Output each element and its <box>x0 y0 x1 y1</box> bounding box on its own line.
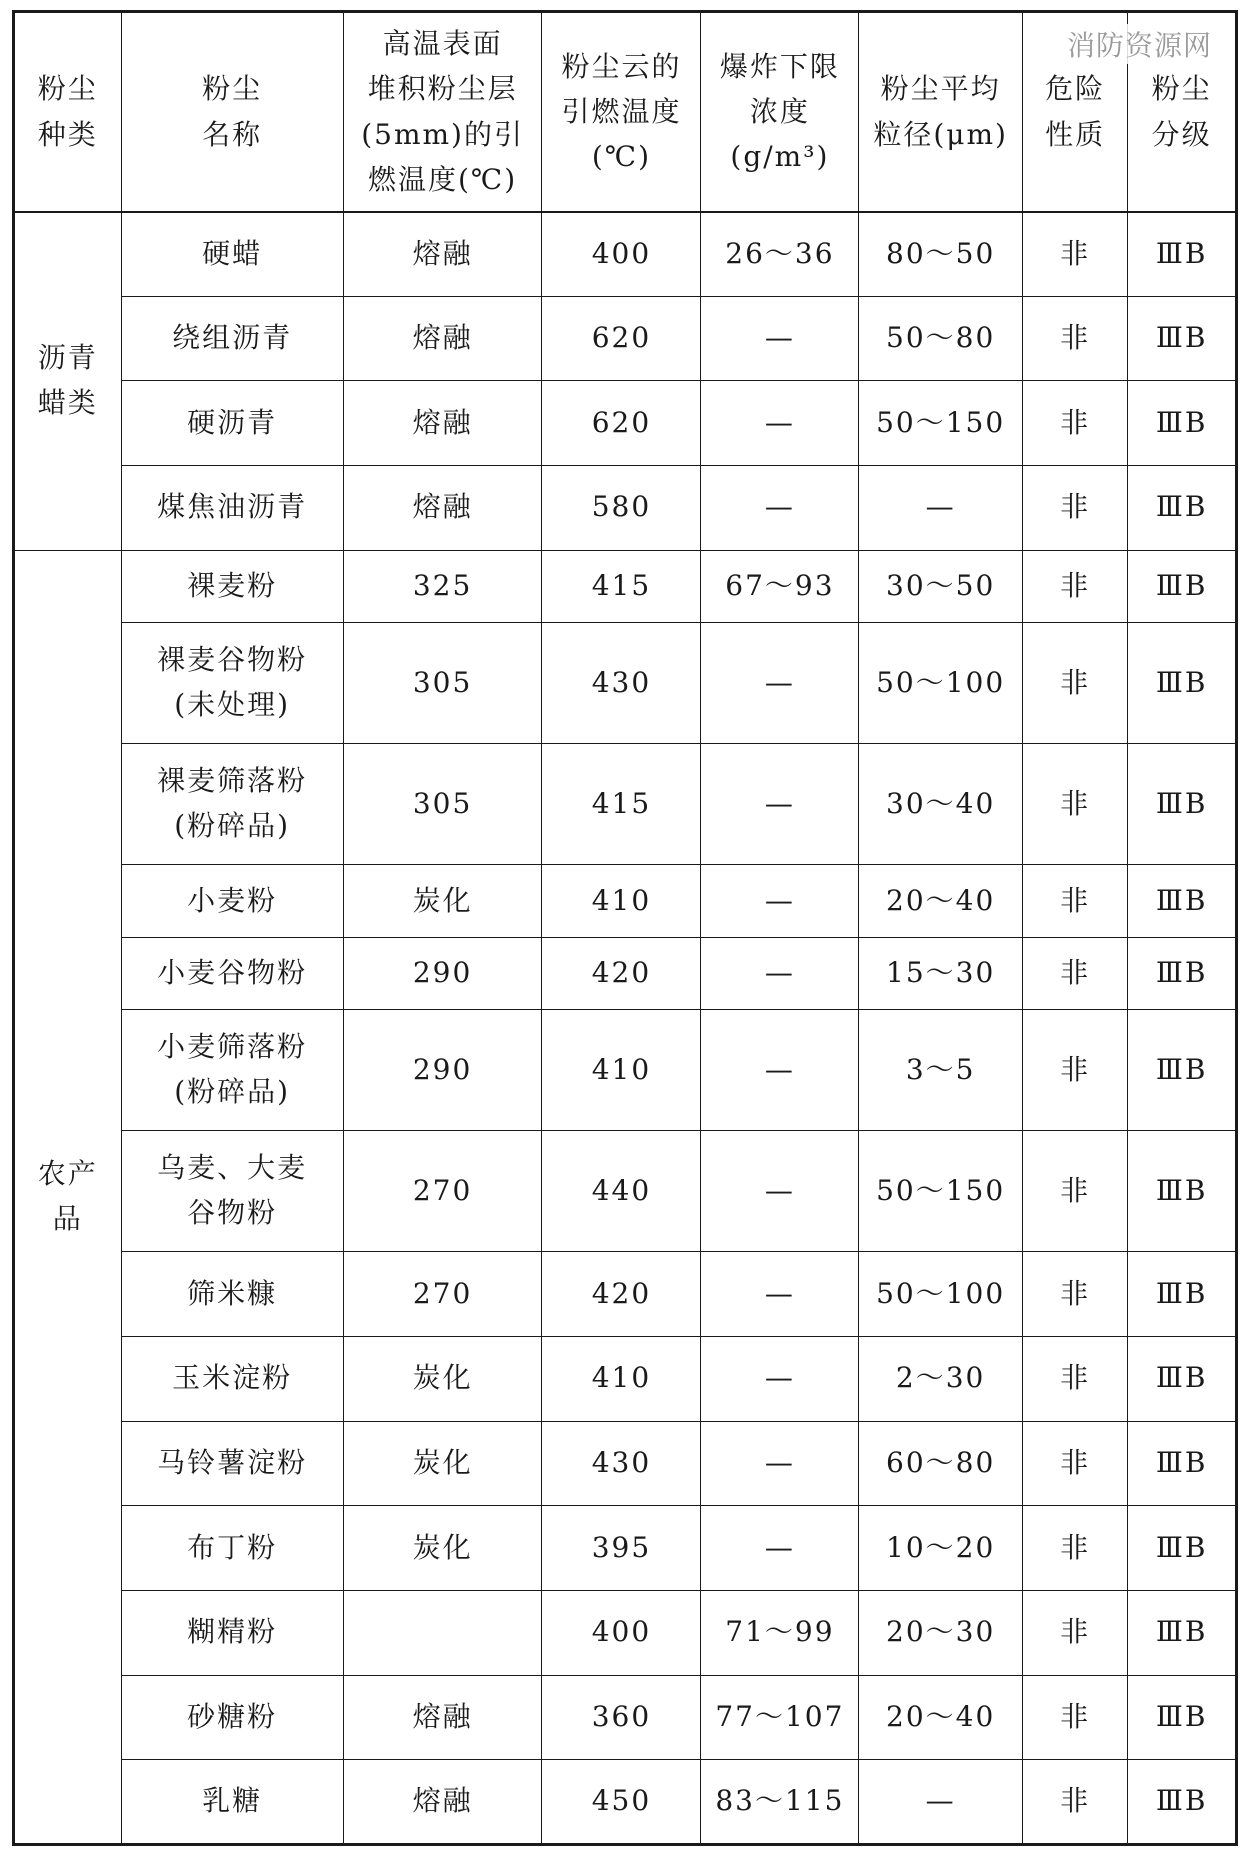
dust-category-cell: 农产 品 <box>14 550 122 1844</box>
dust-class-cell: ⅢB <box>1128 1590 1237 1675</box>
particle-size-cell: — <box>859 466 1023 551</box>
layer-ignition-temp-cell: 熔融 <box>343 1675 542 1760</box>
dust-class-cell: ⅢB <box>1128 1336 1237 1421</box>
layer-ignition-temp-cell: 炭化 <box>343 1421 542 1506</box>
header-hazard-nature: 危险 性质 <box>1023 12 1128 212</box>
table-row <box>14 1336 1237 1421</box>
dust-class-cell: ⅢB <box>1128 1760 1237 1845</box>
dust-name-cell: 裸麦谷物粉 (未处理) <box>121 623 343 744</box>
lower-explosive-limit-cell: — <box>701 1010 859 1131</box>
layer-ignition-temp-cell: 270 <box>343 1131 542 1252</box>
lower-explosive-limit-cell: — <box>701 1252 859 1337</box>
cloud-ignition-temp-cell: 410 <box>542 1336 701 1421</box>
lower-explosive-limit-cell: 83～115 <box>701 1760 859 1845</box>
dust-name-cell: 筛米糠 <box>121 1252 343 1337</box>
dust-class-cell: ⅢB <box>1128 623 1237 744</box>
hazard-nature-cell: 非 <box>1023 1506 1128 1591</box>
layer-ignition-temp-cell: 熔融 <box>343 296 542 381</box>
watermark: 消防资源网 <box>1063 24 1216 64</box>
hazard-nature-cell: 非 <box>1023 744 1128 865</box>
layer-ignition-temp-cell: 熔融 <box>343 381 542 466</box>
layer-ignition-temp-cell: 270 <box>343 1252 542 1337</box>
dust-name-cell: 马铃薯淀粉 <box>121 1421 343 1506</box>
table-row <box>14 1131 1237 1252</box>
dust-name-cell: 硬蜡 <box>121 212 343 297</box>
lower-explosive-limit-cell: — <box>701 1421 859 1506</box>
table-row <box>14 744 1237 865</box>
dust-name-cell: 玉米淀粉 <box>121 1336 343 1421</box>
cloud-ignition-temp-cell: 410 <box>542 1010 701 1131</box>
dust-class-cell: ⅢB <box>1128 1421 1237 1506</box>
layer-ignition-temp-cell: 熔融 <box>343 466 542 551</box>
lower-explosive-limit-cell: 71～99 <box>701 1590 859 1675</box>
particle-size-cell: 20～40 <box>859 865 1023 938</box>
lower-explosive-limit-cell: — <box>701 865 859 938</box>
hazard-nature-cell: 非 <box>1023 1252 1128 1337</box>
table-row <box>14 1010 1237 1131</box>
layer-ignition-temp-cell: 熔融 <box>343 212 542 297</box>
layer-ignition-temp-cell: 290 <box>343 1010 542 1131</box>
header-cloud-ignition-temp: 粉尘云的 引燃温度 (℃) <box>542 12 701 212</box>
dust-name-cell: 裸麦筛落粉 (粉碎品) <box>121 744 343 865</box>
particle-size-cell: 20～40 <box>859 1675 1023 1760</box>
table-row <box>14 865 1237 938</box>
dust-name-cell: 绕组沥青 <box>121 296 343 381</box>
layer-ignition-temp-cell: 炭化 <box>343 1506 542 1591</box>
hazard-nature-cell: 非 <box>1023 296 1128 381</box>
lower-explosive-limit-cell: — <box>701 466 859 551</box>
table-header-row <box>14 12 1237 212</box>
hazard-nature-cell: 非 <box>1023 865 1128 938</box>
table-row <box>14 381 1237 466</box>
cloud-ignition-temp-cell: 360 <box>542 1675 701 1760</box>
particle-size-cell: 80～50 <box>859 212 1023 297</box>
layer-ignition-temp-cell <box>343 1590 542 1675</box>
table-row <box>14 1506 1237 1591</box>
lower-explosive-limit-cell: — <box>701 623 859 744</box>
hazard-nature-cell: 非 <box>1023 1131 1128 1252</box>
dust-class-cell: ⅢB <box>1128 1010 1237 1131</box>
lower-explosive-limit-cell: — <box>701 744 859 865</box>
lower-explosive-limit-cell: 67～93 <box>701 550 859 623</box>
header-lower-explosive-limit: 爆炸下限 浓度 (g/m³) <box>701 12 859 212</box>
cloud-ignition-temp-cell: 415 <box>542 550 701 623</box>
layer-ignition-temp-cell: 炭化 <box>343 865 542 938</box>
particle-size-cell: 30～50 <box>859 550 1023 623</box>
cloud-ignition-temp-cell: 420 <box>542 1252 701 1337</box>
hazard-nature-cell: 非 <box>1023 937 1128 1010</box>
hazard-nature-cell: 非 <box>1023 550 1128 623</box>
hazard-nature-cell: 非 <box>1023 1421 1128 1506</box>
particle-size-cell: 50～100 <box>859 623 1023 744</box>
hazard-nature-cell: 非 <box>1023 623 1128 744</box>
cloud-ignition-temp-cell: 410 <box>542 865 701 938</box>
dust-name-cell: 裸麦粉 <box>121 550 343 623</box>
layer-ignition-temp-cell: 炭化 <box>343 1336 542 1421</box>
table-row <box>14 937 1237 1010</box>
particle-size-cell: 3～5 <box>859 1010 1023 1131</box>
particle-size-cell: 20～30 <box>859 1590 1023 1675</box>
cloud-ignition-temp-cell: 415 <box>542 744 701 865</box>
document-page <box>12 10 1238 1846</box>
table-row <box>14 212 1237 297</box>
particle-size-cell: 10～20 <box>859 1506 1023 1591</box>
table-row <box>14 1421 1237 1506</box>
lower-explosive-limit-cell: — <box>701 381 859 466</box>
particle-size-cell: 50～100 <box>859 1252 1023 1337</box>
cloud-ignition-temp-cell: 400 <box>542 1590 701 1675</box>
dust-category-cell: 沥青 蜡类 <box>14 212 122 551</box>
header-dust-name: 粉尘 名称 <box>121 12 343 212</box>
dust-name-cell: 乳糖 <box>121 1760 343 1845</box>
dust-name-cell: 小麦谷物粉 <box>121 937 343 1010</box>
table-row <box>14 1760 1237 1845</box>
particle-size-cell: 30～40 <box>859 744 1023 865</box>
hazard-nature-cell: 非 <box>1023 1010 1128 1131</box>
particle-size-cell: 60～80 <box>859 1421 1023 1506</box>
dust-name-cell: 砂糖粉 <box>121 1675 343 1760</box>
dust-class-cell: ⅢB <box>1128 1252 1237 1337</box>
dust-class-cell: ⅢB <box>1128 865 1237 938</box>
dust-class-cell: ⅢB <box>1128 296 1237 381</box>
lower-explosive-limit-cell: — <box>701 1506 859 1591</box>
table-row <box>14 1590 1237 1675</box>
particle-size-cell: 15～30 <box>859 937 1023 1010</box>
header-layer-ignition-temp: 高温表面 堆积粉尘层 (5mm)的引 燃温度(℃) <box>343 12 542 212</box>
particle-size-cell: 50～80 <box>859 296 1023 381</box>
lower-explosive-limit-cell: — <box>701 937 859 1010</box>
header-dust-category: 粉尘 种类 <box>14 12 122 212</box>
hazard-nature-cell: 非 <box>1023 381 1128 466</box>
dust-class-cell: ⅢB <box>1128 1675 1237 1760</box>
dust-name-cell: 煤焦油沥青 <box>121 466 343 551</box>
particle-size-cell: — <box>859 1760 1023 1845</box>
hazard-nature-cell: 非 <box>1023 1336 1128 1421</box>
dust-name-cell: 布丁粉 <box>121 1506 343 1591</box>
dust-class-cell: ⅢB <box>1128 744 1237 865</box>
lower-explosive-limit-cell: 26～36 <box>701 212 859 297</box>
table-row <box>14 1675 1237 1760</box>
cloud-ignition-temp-cell: 440 <box>542 1131 701 1252</box>
dust-class-cell: ⅢB <box>1128 1131 1237 1252</box>
lower-explosive-limit-cell: — <box>701 1131 859 1252</box>
dust-class-cell: ⅢB <box>1128 550 1237 623</box>
cloud-ignition-temp-cell: 430 <box>542 1421 701 1506</box>
dust-name-cell: 硬沥青 <box>121 381 343 466</box>
particle-size-cell: 50～150 <box>859 1131 1023 1252</box>
dust-name-cell: 小麦粉 <box>121 865 343 938</box>
dust-class-cell: ⅢB <box>1128 212 1237 297</box>
particle-size-cell: 2～30 <box>859 1336 1023 1421</box>
lower-explosive-limit-cell: — <box>701 296 859 381</box>
hazard-nature-cell: 非 <box>1023 1590 1128 1675</box>
dust-class-cell: ⅢB <box>1128 1506 1237 1591</box>
layer-ignition-temp-cell: 290 <box>343 937 542 1010</box>
cloud-ignition-temp-cell: 450 <box>542 1760 701 1845</box>
cloud-ignition-temp-cell: 395 <box>542 1506 701 1591</box>
cloud-ignition-temp-cell: 620 <box>542 381 701 466</box>
header-dust-class: 粉尘 分级 <box>1128 12 1237 212</box>
table-body <box>14 212 1237 1845</box>
header-particle-size: 粉尘平均 粒径(μm) <box>859 12 1023 212</box>
hazard-nature-cell: 非 <box>1023 1760 1128 1845</box>
table-row <box>14 1252 1237 1337</box>
hazard-nature-cell: 非 <box>1023 466 1128 551</box>
dust-name-cell: 糊精粉 <box>121 1590 343 1675</box>
table-row <box>14 550 1237 623</box>
table-row <box>14 296 1237 381</box>
lower-explosive-limit-cell: 77～107 <box>701 1675 859 1760</box>
layer-ignition-temp-cell: 305 <box>343 623 542 744</box>
particle-size-cell: 50～150 <box>859 381 1023 466</box>
cloud-ignition-temp-cell: 400 <box>542 212 701 297</box>
cloud-ignition-temp-cell: 580 <box>542 466 701 551</box>
cloud-ignition-temp-cell: 430 <box>542 623 701 744</box>
dust-name-cell: 乌麦、大麦 谷物粉 <box>121 1131 343 1252</box>
table-row <box>14 466 1237 551</box>
dust-class-cell: ⅢB <box>1128 937 1237 1010</box>
layer-ignition-temp-cell: 325 <box>343 550 542 623</box>
layer-ignition-temp-cell: 305 <box>343 744 542 865</box>
hazard-nature-cell: 非 <box>1023 212 1128 297</box>
table-row <box>14 623 1237 744</box>
lower-explosive-limit-cell: — <box>701 1336 859 1421</box>
layer-ignition-temp-cell: 熔融 <box>343 1760 542 1845</box>
cloud-ignition-temp-cell: 420 <box>542 937 701 1010</box>
dust-properties-table <box>12 10 1238 1846</box>
dust-class-cell: ⅢB <box>1128 466 1237 551</box>
dust-class-cell: ⅢB <box>1128 381 1237 466</box>
dust-name-cell: 小麦筛落粉 (粉碎品) <box>121 1010 343 1131</box>
cloud-ignition-temp-cell: 620 <box>542 296 701 381</box>
hazard-nature-cell: 非 <box>1023 1675 1128 1760</box>
